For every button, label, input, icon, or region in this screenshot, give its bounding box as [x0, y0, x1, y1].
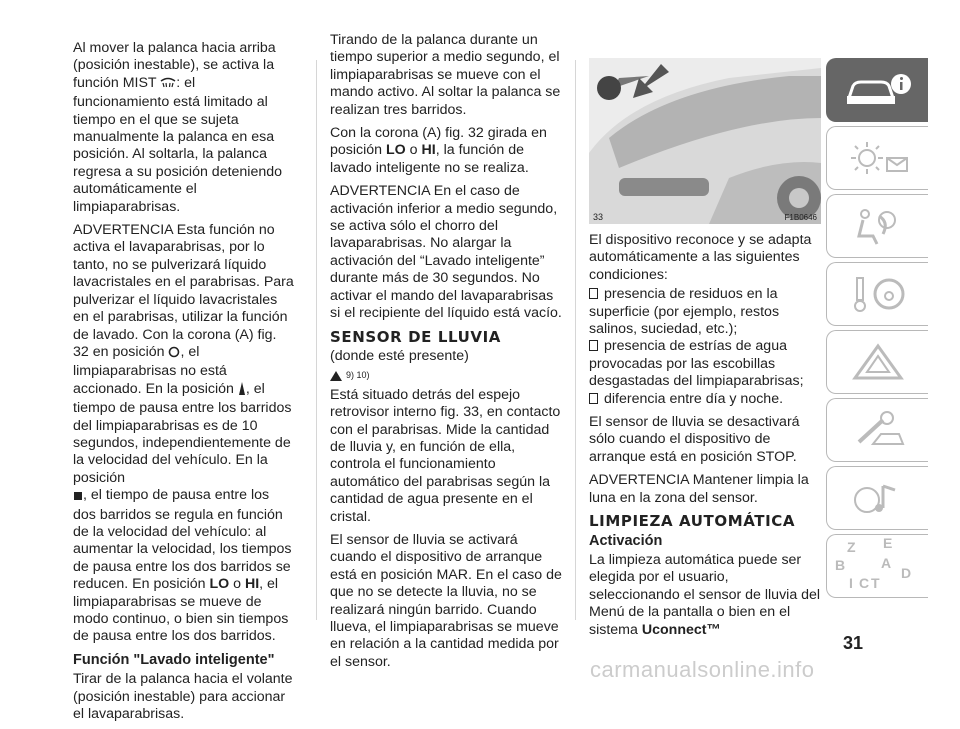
warning-reference: [330, 367, 562, 384]
airbag-seat-icon: [843, 206, 913, 246]
index-letter: T: [871, 575, 880, 591]
chapter-tabs: [826, 58, 928, 602]
list-item: presencia de estrías de agua provocadas por las escobillas desgastadas del limpiaparabrisas;: [589, 338, 821, 390]
column-2: [330, 32, 562, 677]
tab-maintenance[interactable]: [826, 398, 928, 462]
paragraph: ADVERTENCIA En el caso de activación inferior a medio segundo, se activa sólo el chorro del lavaparabrisas. No alargar la activación del “Lavado inteligente” durante más de 30 segundos. No activar el mando del lavaparabrisas si el recipiente del líquido está vacío.: [330, 183, 562, 322]
paragraph: [73, 40, 295, 216]
text: , el tiempo de pausa entre los barridos del limpiaparabrisas es de 10 segundos, independientemente de la velocidad del vehículo. En la posición: [73, 380, 292, 486]
tab-multimedia[interactable]: [826, 466, 928, 530]
watermark: carmanualsonline.info: [590, 657, 815, 682]
uconnect-label: Uconnect™: [641, 621, 721, 638]
index-letter: B: [835, 557, 846, 573]
text: , el tiempo de pausa entre los dos barridos se regula en función de la velocidad del vehículo: al aumentar la velocidad, los tiempos de pausa entre los dos barridos se reducen. En posición: [73, 487, 292, 593]
figure-33: [589, 58, 821, 224]
column-3: [589, 232, 821, 645]
section-subheading: Activación: [589, 532, 663, 549]
subtitle: (donde esté presente): [330, 347, 469, 364]
warning-lights-icon: [843, 138, 913, 178]
text: La limpieza automática puede ser elegida por el usuario, seleccionando el sensor de lluvia del Menú de la pantalla o bien en el sistema: [589, 551, 821, 638]
list-item: diferencia entre día y noche.: [589, 391, 821, 408]
page-number: 31: [843, 633, 864, 653]
wiper-intermittent-icon: [238, 382, 246, 400]
mist-spray-icon: [160, 77, 176, 94]
section-heading: LIMPIEZA AUTOMÁTICA: [589, 512, 796, 531]
tab-car-info[interactable]: [826, 58, 928, 122]
paragraph: ADVERTENCIA Mantener limpia la luna en la zona del sensor.: [589, 472, 809, 506]
lo-position-label: LO: [386, 142, 406, 159]
car-info-icon: [843, 70, 913, 110]
paragraph: [73, 222, 295, 646]
paragraph: El sensor de lluvia se desactivará sólo cuando el dispositivo de arranque está en posición STOP.: [589, 414, 800, 465]
paragraph: Tirando de la palanca durante un tiempo superior a medio segundo, el limpiaparabrisas se mueve con el mando activo. Al soltar la palanca se realizan tres barridos.: [330, 32, 561, 118]
text: , el limpiaparabrisas no está accionado. En la posición: [73, 343, 234, 397]
figure-number: 33: [593, 212, 604, 222]
text: o: [233, 576, 242, 593]
list-item: presencia de residuos en la superficie (por ejemplo, restos salinos, suciedad, etc.);: [589, 286, 821, 338]
tab-starting-driving[interactable]: [826, 262, 928, 326]
paragraph: [589, 552, 821, 639]
media-note-icon: [843, 478, 913, 518]
index-letter: D: [901, 565, 912, 581]
paragraph: El sensor de lluvia se activará cuando el dispositivo de arranque está en posición MAR. En el caso de que no se detecte la lluvia, no se realizará ningún barrido. Cuando llueva, el limpiaparabrisas se mueve en relación a la cantidad medida por el sensor.: [330, 531, 562, 670]
car-windshield-illustration: [589, 58, 821, 224]
index-letter: Z: [847, 539, 856, 555]
warning-triangle-icon: [843, 342, 913, 382]
column-separator-1: [316, 60, 317, 620]
index-letter: E: [883, 535, 893, 551]
warning-triangle-icon: [330, 371, 342, 381]
key-steering-icon: [843, 274, 913, 314]
wiper-auto-icon: [73, 489, 83, 506]
circle-off-icon: [168, 346, 180, 363]
paragraph: Está situado detrás del espejo retrovisor interno fig. 33, en contacto con el parabrisas. Mide la cantidad de lluvia y, en función de ella, controla el funcionamiento automático del parabrisas según la cantidad de agua presente en el cristal.: [330, 386, 561, 525]
section-heading: SENSOR DE LLUVIA: [330, 327, 502, 346]
section-subheading: Función "Lavado inteligente": [73, 651, 275, 668]
index-letter: I: [849, 575, 853, 591]
index-letter: C: [859, 575, 870, 591]
warning-refs: 9) 10): [346, 370, 370, 381]
paragraph: Tirar de la palanca hacia el volante (posición inestable) para accionar el lavaparabrisas.: [73, 671, 293, 723]
text: ADVERTENCIA Esta función no activa el lavaparabrisas, por lo tanto, no se pulverizará líquido lavacristales en el parabrisas. Para pulverizar el líquido lavacristales en el parabrisas, utilizar la función de lavado. Con la corona (A) fig. 32 en posición: [73, 222, 294, 360]
tab-safety[interactable]: [826, 194, 928, 258]
text: Con la corona (A) fig. 32 girada en posición: [330, 125, 547, 159]
figure-code: F1B0646: [784, 213, 817, 222]
column-1: [73, 40, 295, 729]
paragraph: El dispositivo reconoce y se adapta automáticamente a las siguientes condiciones:: [589, 232, 812, 283]
index-letter: A: [881, 555, 892, 571]
tab-emergency[interactable]: [826, 330, 928, 394]
text: , el limpiaparabrisas se mueve de modo continuo, o bien sin tiempos de pausa entre los dos barridos.: [73, 576, 289, 645]
text: : el funcionamiento está limitado al tiempo en el que se sujeta manualmente la palanca en esa posición. Al soltarla, la palanca regresa a su posición deteniendo automáticamente el limpiaparabrisas.: [73, 74, 283, 215]
text: o: [409, 142, 418, 159]
wrench-car-icon: [843, 410, 913, 450]
text: Al mover la palanca hacia arriba (posición inestable), se activa la función MIST: [73, 40, 276, 91]
paragraph: [330, 125, 562, 177]
hi-position-label: HI: [421, 142, 436, 159]
tab-index[interactable]: [826, 534, 928, 598]
hi-position-label: HI: [244, 576, 260, 593]
tab-warning-lights[interactable]: [826, 126, 928, 190]
text: , la función de lavado inteligente no se realiza.: [330, 142, 529, 176]
column-separator-2: [575, 60, 576, 620]
lo-position-label: LO: [209, 576, 230, 593]
